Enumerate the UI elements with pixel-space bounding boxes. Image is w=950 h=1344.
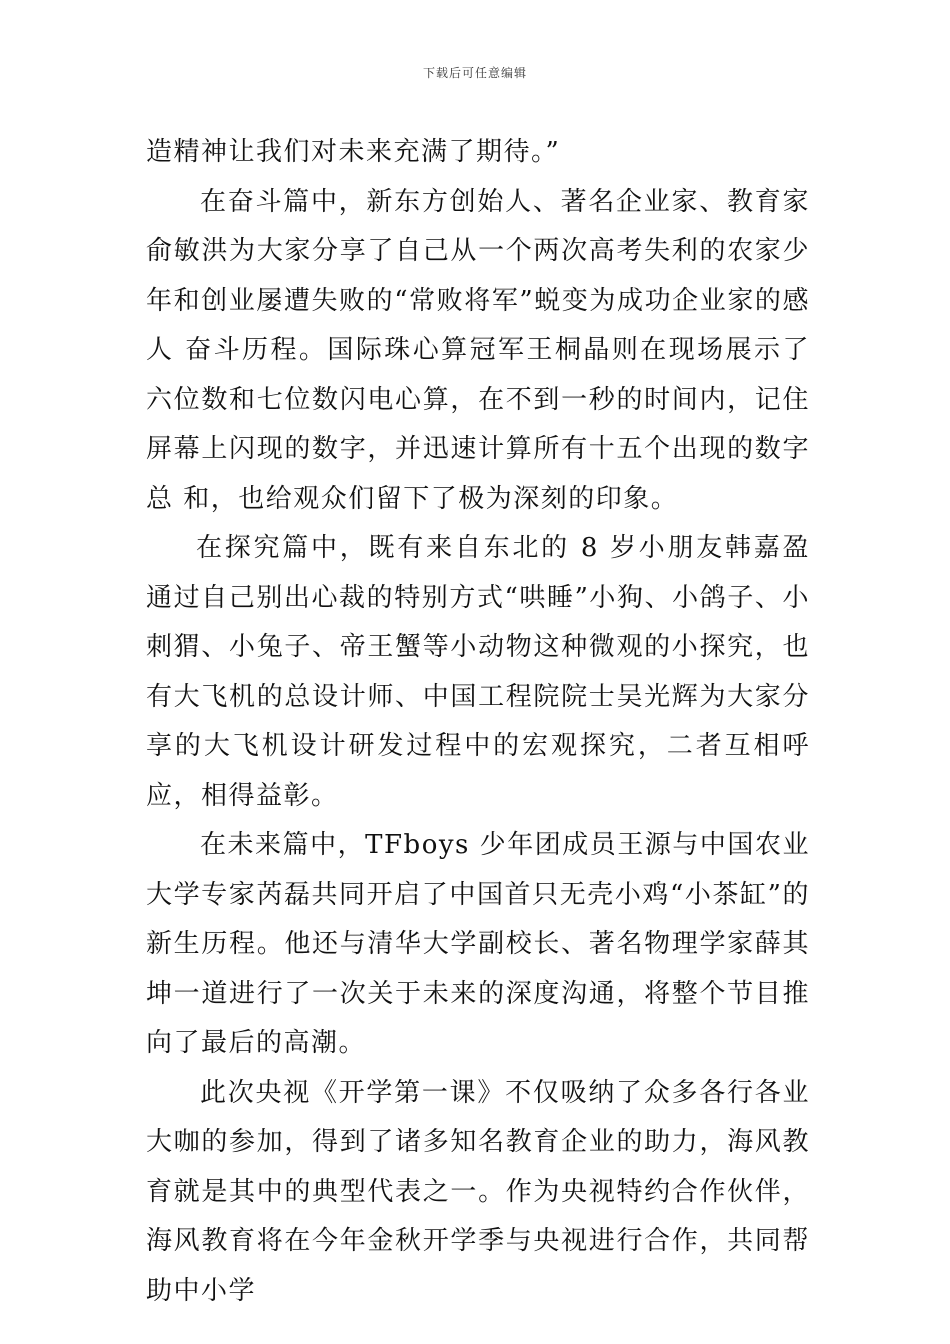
paragraph-future: 在未来篇中，TFboys 少年团成员王源与中国农业大学专家芮磊共同开启了中国首只无壳小鸡“小茶缸”的新生历程。他还与清华大学副校长、著名物理学家薛其坤一道进行了一次关于未来的深度沟通，将整个节目推向了最后的高潮。 bbox=[146, 830, 810, 1058]
page-header-note: 下载后可任意编辑 bbox=[422, 66, 527, 80]
document-body bbox=[146, 128, 810, 1316]
paragraph-struggle: 在奋斗篇中，新东方创始人、著名企业家、教育家俞敏洪为大家分享了自己从一个两次高考失利的农家少年和创业屡遭失败的“常败将军”蜕变为成功企业家的感人 奋斗历程。国际珠心算冠军王桐晶则在现场展示了六位数和七位数闪电心算，在不到一秒的时间内，记住屏幕上闪现的数字，并迅速计算所有十五个出现的数字总 和，也给观众们留下了极为深刻的印象。 bbox=[146, 186, 810, 514]
paragraph-exploration: 在探究篇中，既有来自东北的 8 岁小朋友韩嘉盈通过自己别出心裁的特别方式“哄睡”小狗、小鸽子、小刺猬、小兔子、帝王蟹等小动物这种微观的小探究，也有大飞机的总设计师、中国工程院院士吴光辉为大家分享的大飞机设计研发过程中的宏观探究，二者互相呼应，相得益彰。 bbox=[146, 533, 810, 811]
paragraph-continuation: 造精神让我们对未来充满了期待。” bbox=[146, 137, 561, 167]
paragraph-summary: 此次央视《开学第一课》不仅吸纳了众多各行各业大咖的参加，得到了诸多知名教育企业的助力，海风教育就是其中的典型代表之一。作为央视特约合作伙伴，海风教育将在今年金秋开学季与央视进行合作，共同帮助中小学 bbox=[146, 1077, 810, 1306]
